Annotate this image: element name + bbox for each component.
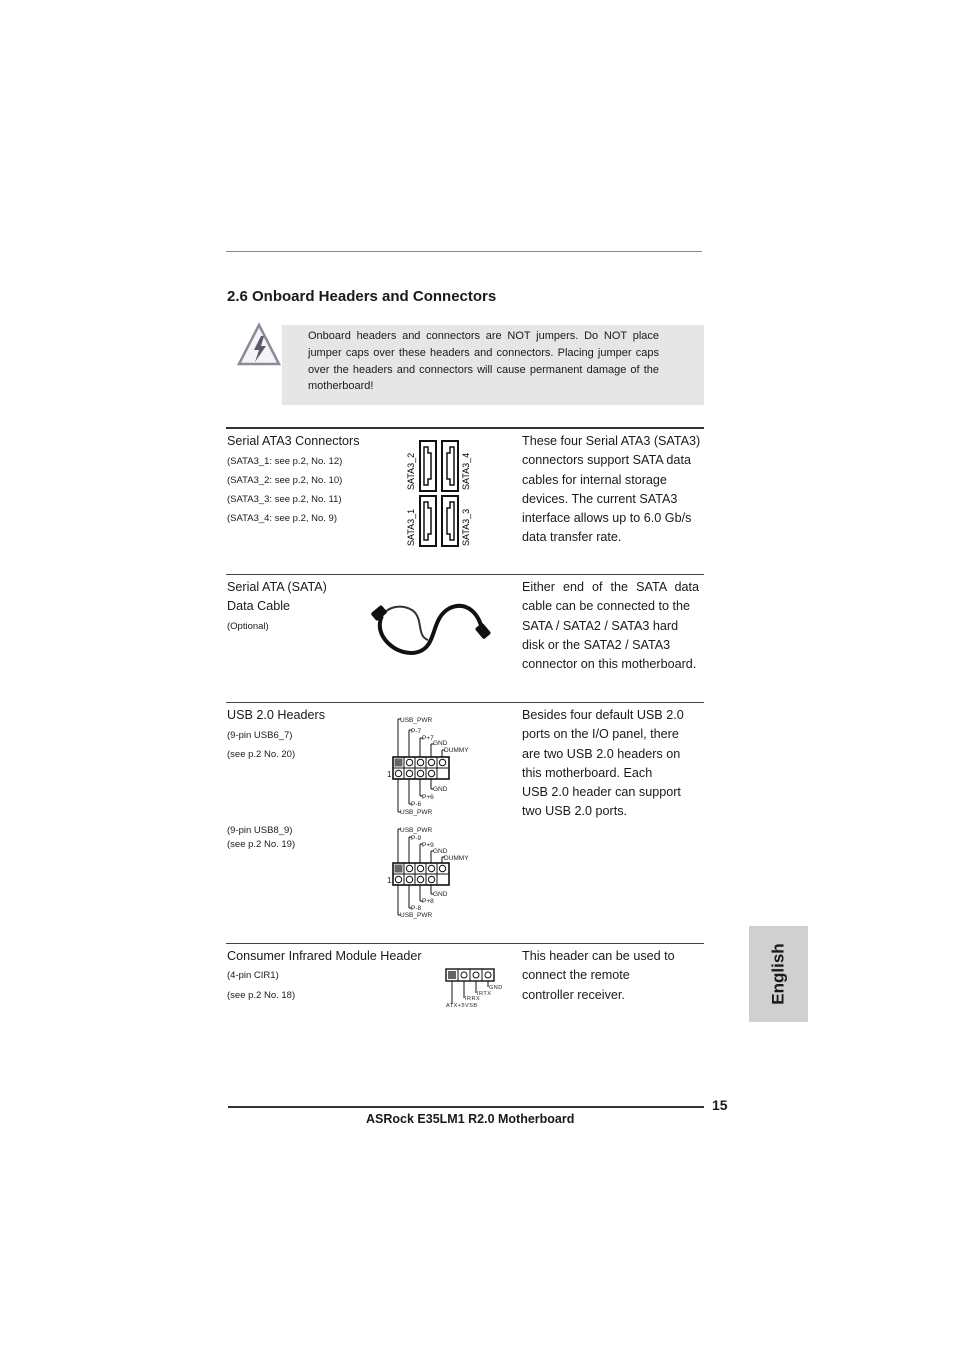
desc-line: ports on the I/O panel, there	[522, 727, 679, 742]
cir-pin-label: IRTX	[477, 991, 492, 997]
sata3-description	[522, 432, 700, 548]
desc-line: connectors support SATA data	[522, 453, 691, 468]
warning-text	[308, 328, 659, 395]
usb-header1-ref: (9-pin USB6_7)	[227, 730, 293, 741]
sata3-label: SATA3_2	[406, 452, 416, 490]
usb-pin-label: P+8	[422, 898, 434, 905]
usb-pin-label: DUMMY	[444, 747, 469, 754]
usb-header1-diagram	[386, 713, 476, 819]
title-line: Data Cable	[227, 599, 291, 614]
usb-pin-label: P+9	[422, 842, 434, 849]
sata-cable-note: (Optional)	[227, 621, 269, 632]
table-top-rule	[226, 427, 704, 429]
top-rule	[226, 251, 702, 252]
warning-line: motherboard!	[308, 380, 374, 393]
sata3-ref: (SATA3_3: see p.2, No. 11)	[227, 494, 342, 505]
cir-description	[522, 947, 675, 1005]
usb-description	[522, 706, 684, 822]
usb-title: USB 2.0 Headers	[227, 708, 326, 722]
desc-line: These four Serial ATA3 (SATA3)	[522, 434, 701, 448]
usb-pin-label: GND	[433, 848, 448, 855]
desc-line: two USB 2.0 ports.	[522, 804, 627, 819]
title-line: Serial ATA (SATA)	[227, 580, 327, 594]
desc-line: data transfer rate.	[522, 530, 622, 545]
usb-pin-label: GND	[433, 740, 448, 747]
warning-line: Onboard headers and connectors are NOT jumpers. Do NOT place	[308, 330, 659, 342]
row-rule	[226, 574, 704, 575]
usb-pin-label: USB_PWR	[400, 717, 433, 724]
footer-text: ASRock E35LM1 R2.0 Motherboard	[366, 1112, 575, 1126]
sata-cable-image	[368, 596, 494, 662]
cir-pin-label: GND	[489, 985, 503, 991]
cir-pin-label: IRRX	[465, 996, 481, 1002]
usb-pin-label: GND	[433, 891, 448, 898]
desc-line: cable can be connected to the	[522, 599, 691, 614]
desc-line: SATA / SATA2 / SATA3 hard	[522, 618, 679, 633]
sata3-ref: (SATA3_2: see p.2, No. 10)	[227, 475, 343, 486]
section-title: 2.6 Onboard Headers and Connectors	[227, 288, 497, 305]
usb-pin-label: USB_PWR	[400, 827, 433, 834]
sata3-connectors-diagram	[402, 438, 478, 550]
desc-line: cables for internal storage	[522, 472, 667, 487]
usb-pin-label: DUMMY	[444, 855, 469, 862]
desc-line: Either end of the SATA data	[522, 580, 699, 594]
usb-header2-ref: (see p.2 No. 19)	[227, 839, 296, 850]
usb-pin-label: P-7	[411, 728, 422, 735]
sata3-label: SATA3_4	[461, 452, 471, 490]
sata3-label: SATA3_3	[461, 508, 471, 546]
usb-pin-label: USB_PWR	[400, 809, 433, 816]
usb-pin-label: P-9	[411, 835, 422, 842]
sata3-ref: (SATA3_1: see p.2, No. 12)	[227, 456, 343, 467]
side-tab-english	[749, 926, 808, 1022]
desc-line: interface allows up to 6.0 Gb/s	[522, 511, 692, 526]
warning-line: over the headers and connectors will cause permanent damage of the	[308, 363, 659, 376]
desc-line: This header can be used to	[522, 949, 675, 963]
usb-pin-label: USB_PWR	[400, 912, 433, 919]
cir-title: Consumer Infrared Module Header	[227, 949, 422, 963]
usb-header2-ref: (9-pin USB8_9)	[227, 825, 293, 836]
warning-lightning-icon	[236, 322, 282, 368]
footer-rule	[228, 1106, 704, 1108]
cir-ref: (4-pin CIR1)	[227, 970, 279, 981]
sata3-title: Serial ATA3 Connectors	[227, 434, 360, 448]
desc-line: devices. The current SATA3	[522, 491, 678, 506]
desc-line: are two USB 2.0 headers on	[522, 746, 681, 761]
side-tab-label: English	[768, 943, 788, 1005]
cir-ref: (see p.2 No. 18)	[227, 990, 296, 1001]
sata-cable-description	[522, 578, 699, 674]
usb-header1-ref: (see p.2 No. 20)	[227, 749, 296, 760]
warning-line: jumper caps over these headers and connectors. Placing jumper caps	[308, 346, 659, 359]
usb-pin-label: GND	[433, 786, 448, 793]
page-number: 15	[712, 1097, 728, 1113]
desc-line: USB 2.0 header can support	[522, 785, 681, 800]
usb-pin-label: P-6	[411, 801, 422, 808]
usb-pin-label: P+6	[422, 794, 434, 801]
cir-pin-label: ATX+5VSB	[446, 1003, 478, 1009]
desc-line: this motherboard. Each	[522, 765, 653, 780]
cir-header-diagram	[443, 967, 503, 1011]
usb-pin1-label: 1	[387, 770, 392, 779]
desc-line: controller receiver.	[522, 987, 625, 1002]
sata3-label: SATA3_1	[406, 508, 416, 546]
desc-line: connect the remote	[522, 968, 630, 983]
usb-pin-label: P+7	[422, 735, 434, 742]
sata3-ref: (SATA3_4: see p.2, No. 9)	[227, 513, 338, 524]
desc-line: Besides four default USB 2.0	[522, 708, 684, 722]
desc-line: connector on this motherboard.	[522, 657, 697, 672]
sata-cable-title	[227, 578, 327, 617]
usb-pin-label: P-8	[411, 905, 422, 912]
usb-pin1-label: 1	[387, 876, 392, 885]
row-rule	[226, 943, 704, 944]
row-rule	[226, 702, 704, 703]
usb-header2-diagram	[386, 823, 476, 923]
desc-line: disk or the SATA2 / SATA3	[522, 637, 671, 652]
